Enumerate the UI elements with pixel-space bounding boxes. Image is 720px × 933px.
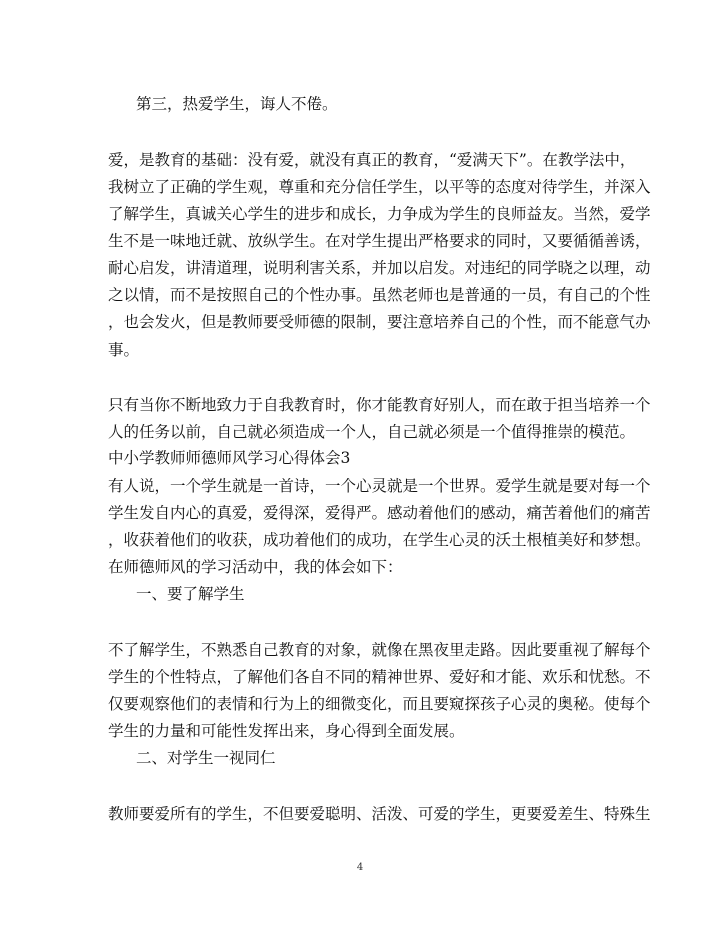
text-line: 事。 <box>108 341 140 359</box>
text-line: 不了解学生，不熟悉自己教育的对象，就像在黑夜里走路。因此要重视了解每个 <box>108 641 651 659</box>
text-line: 学生发自内心的真爱，爱得深，爱得严。感动着他们的感动，痛苦着他们的痛苦 <box>108 504 651 522</box>
sub-heading: 二、对学生一视同仁 <box>136 749 276 767</box>
text-line: 有人说，一个学生就是一首诗，一个心灵就是一个世界。爱学生就是要对每一个 <box>108 477 651 495</box>
text-line: 仅要观察他们的表情和行为上的细微变化，而且要窥探孩子心灵的奥秘。使每个 <box>108 695 651 713</box>
text-line: 学生的力量和可能性发挥出来，身心得到全面发展。 <box>108 722 465 740</box>
text-line: 第三，热爱学生，诲人不倦。 <box>136 95 338 113</box>
sub-heading: 一、要了解学生 <box>136 585 245 603</box>
text-line: 爱，是教育的基础：没有爱，就没有真正的教育，“爱满天下”。在教学法中， <box>108 151 636 169</box>
text-line: 在师德师风的学习活动中，我的体会如下： <box>108 558 403 576</box>
text-line: 生不是一味地迁就、放纵学生。在对学生提出严格要求的同时，又要循循善诱， <box>108 232 651 250</box>
text-line: 学生的个性特点，了解他们各自不同的精神世界、爱好和才能、欢乐和忧愁。不 <box>108 668 651 686</box>
text-line: 耐心启发，讲清道理，说明利害关系，并加以启发。对违纪的同学晓之以理，动 <box>108 259 651 277</box>
text-line: ，也会发火，但是教师要受师德的限制，要注意培养自己的个性，而不能意气办 <box>108 313 651 331</box>
text-line: ，收获着他们的收获，成功着他们的成功，在学生心灵的沃土根植美好和梦想。 <box>108 531 651 549</box>
text-line: 之以情，而不是按照自己的个性办事。虽然老师也是普通的一员，有自己的个性 <box>108 286 651 304</box>
text-line: 教师要爱所有的学生，不但要爱聪明、活泼、可爱的学生，更要爱差生、特殊生 <box>108 805 651 823</box>
text-line: 我树立了正确的学生观，尊重和充分信任学生，以平等的态度对待学生，并深入 <box>108 178 651 196</box>
text-line: 只有当你不断地致力于自我教育时，你才能教育好别人，而在敢于担当培养一个 <box>108 396 651 414</box>
page-number: 4 <box>356 862 364 873</box>
section-heading: 中小学教师师德师风学习心得体会3 <box>108 449 351 467</box>
text-line: 了解学生，真诚关心学生的进步和成长，力争成为学生的良师益友。当然，爱学 <box>108 205 651 223</box>
text-line: 人的任务以前，自己就必须造成一个人，自己就必须是一个值得推崇的模范。 <box>108 423 636 441</box>
